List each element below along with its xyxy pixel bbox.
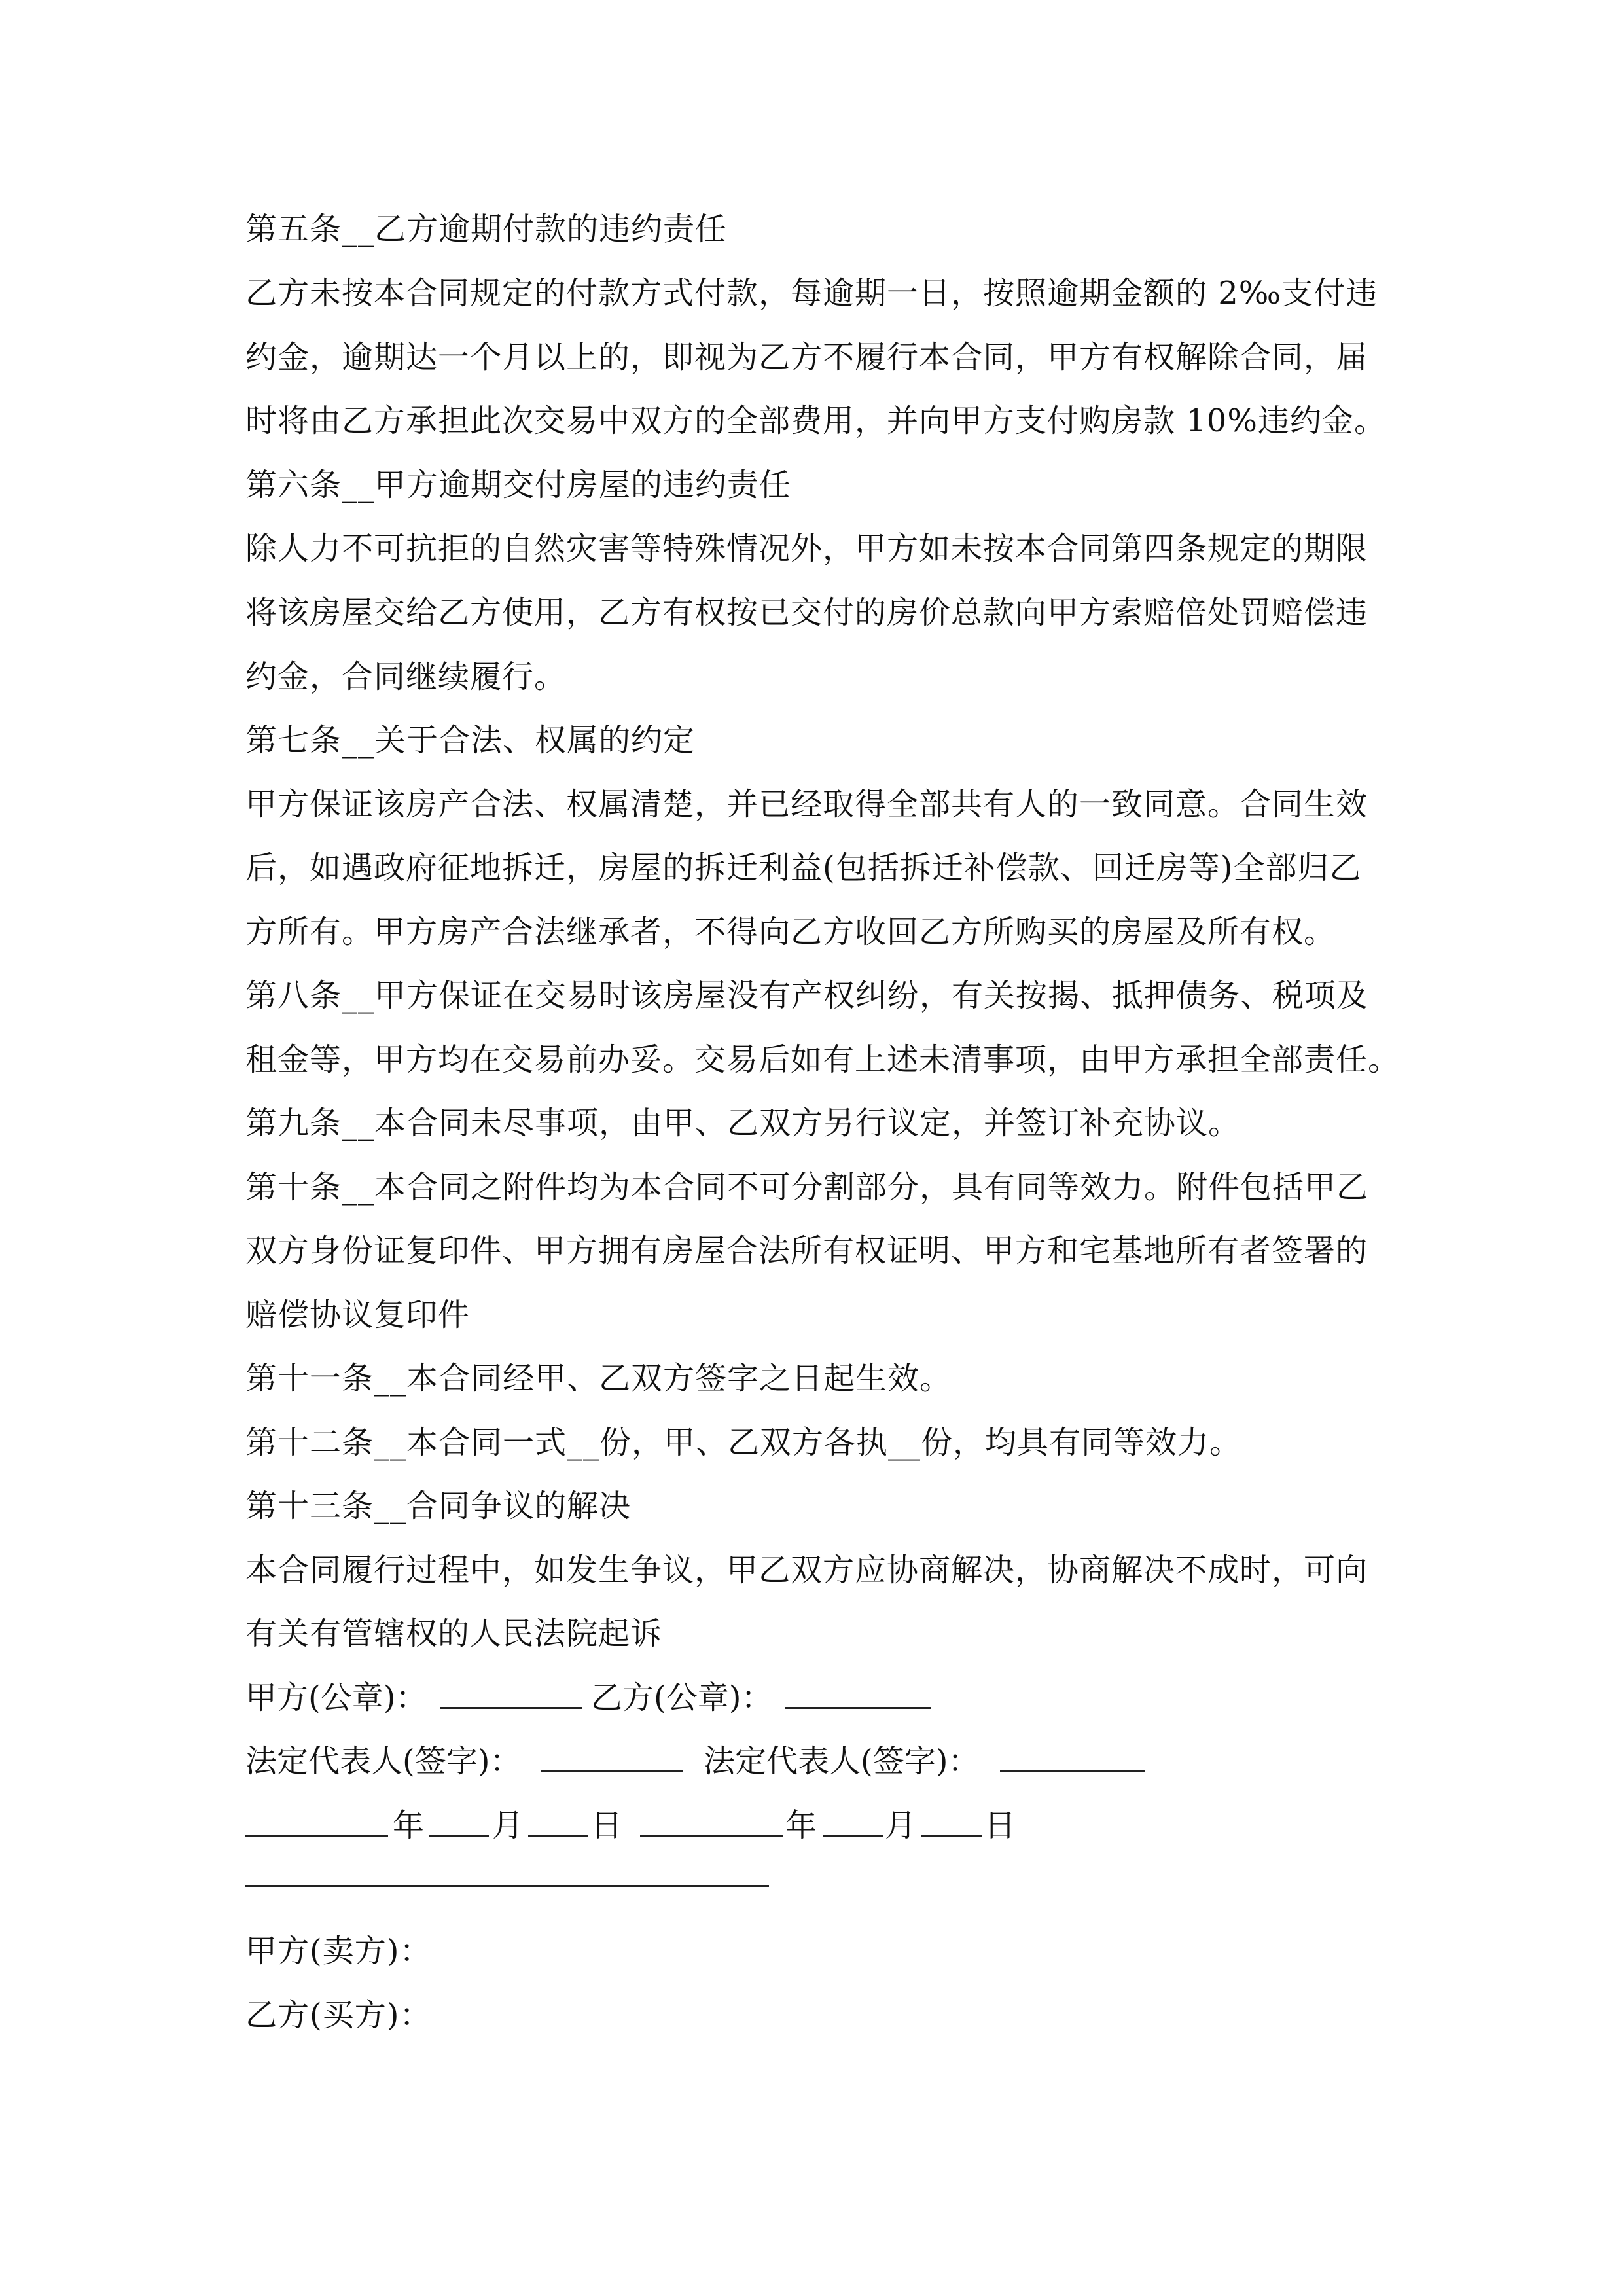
- rep-a-label: 法定代表人(签字)：: [245, 1743, 522, 1780]
- party-a-seal-blank: [440, 1678, 582, 1718]
- clause-7-title: 第七条__关于合法、权属的约定: [245, 722, 696, 759]
- clause-5-text-2: 约金，逾期达一个月以上的，即视为乙方不履行本合同，甲方有权解除合同，届: [245, 339, 1368, 376]
- clause-10-text-1: 第十条__本合同之附件均为本合同不可分割部分，具有同等效力。附件包括甲乙: [245, 1169, 1369, 1206]
- rep-a-blank: [541, 1742, 683, 1782]
- clause-7-text-1: 甲方保证该房产合法、权属清楚，并已经取得全部共有人的一致同意。合同生效: [245, 786, 1368, 823]
- clause-5-text-1: 乙方未按本合同规定的付款方式付款，每逾期一日，按照逾期金额的 2‰支付违: [245, 275, 1378, 312]
- clause-8-text-2: 租金等，甲方均在交易前办妥。交易后如有上述未清事项，由甲方承担全部责任。: [245, 1041, 1400, 1078]
- clause-12-text: 第十二条__本合同一式__份，甲、乙双方各执__份，均具有同等效力。: [245, 1424, 1242, 1461]
- buyer-label: 乙方(买方)：: [245, 1997, 432, 2034]
- clause-10-text-2: 双方身份证复印件、甲方拥有房屋合法所有权证明、甲方和宅基地所有者签署的: [245, 1232, 1368, 1269]
- clause-13-text-1: 本合同履行过程中，如发生争议，甲乙双方应协商解决，协商解决不成时，可向: [245, 1552, 1368, 1588]
- clause-9-text: 第九条__本合同未尽事项，由甲、乙双方另行议定，并签订补充协议。: [245, 1105, 1241, 1141]
- seller-label: 甲方(卖方)：: [245, 1933, 432, 1969]
- clause-10-text-3: 赔偿协议复印件: [245, 1297, 471, 1333]
- clause-6-text-2: 将该房屋交给乙方使用，乙方有权按已交付的房价总款向甲方索赔倍处罚赔偿违: [245, 594, 1368, 631]
- date-b-year-blank: [640, 1806, 783, 1846]
- date-b-year: 年: [785, 1807, 817, 1844]
- date-b-month: 月: [885, 1807, 917, 1844]
- date-a-year: 年: [393, 1807, 425, 1844]
- rep-b-label: 法定代表人(签字)：: [704, 1743, 980, 1780]
- clause-13-title: 第十三条__合同争议的解决: [245, 1488, 632, 1524]
- separator-rule: [245, 1885, 769, 1887]
- clause-11-text: 第十一条__本合同经甲、乙双方签字之日起生效。: [245, 1360, 952, 1397]
- date-b-day: 日: [984, 1807, 1016, 1844]
- clause-5-text-3: 时将由乙方承担此次交易中双方的全部费用，并向甲方支付购房款 10%违约金。: [245, 403, 1386, 439]
- date-a-day: 日: [591, 1807, 623, 1844]
- clause-6-text-1: 除人力不可抗拒的自然灾害等特殊情况外，甲方如未按本合同第四条规定的期限: [245, 530, 1368, 567]
- clause-5-title: 第五条__乙方逾期付款的违约责任: [245, 211, 728, 247]
- clause-6-title: 第六条__甲方逾期交付房屋的违约责任: [245, 467, 792, 503]
- party-b-seal-label: 乙方(公章)：: [591, 1679, 773, 1716]
- date-a-day-blank: [528, 1806, 588, 1846]
- date-b-month-blank: [823, 1806, 883, 1846]
- party-a-seal-label: 甲方(公章)：: [245, 1679, 427, 1716]
- clause-8-text-1: 第八条__甲方保证在交易时该房屋没有产权纠纷，有关按揭、抵押债务、税项及: [245, 977, 1369, 1014]
- party-b-seal-blank: [785, 1678, 931, 1718]
- clause-7-text-2: 后，如遇政府征地拆迁，房屋的拆迁利益(包括拆迁补偿款、回迁房等)全部归乙: [245, 850, 1362, 886]
- date-b-day-blank: [921, 1806, 982, 1846]
- clause-13-text-2: 有关有管辖权的人民法院起诉: [245, 1615, 663, 1652]
- date-a-month: 月: [492, 1807, 524, 1844]
- rep-b-blank: [1000, 1742, 1145, 1782]
- date-a-year-blank: [245, 1806, 388, 1846]
- clause-6-text-3: 约金，合同继续履行。: [245, 658, 567, 695]
- date-a-month-blank: [429, 1806, 489, 1846]
- clause-7-text-3: 方所有。甲方房产合法继承者，不得向乙方收回乙方所购买的房屋及所有权。: [245, 914, 1336, 950]
